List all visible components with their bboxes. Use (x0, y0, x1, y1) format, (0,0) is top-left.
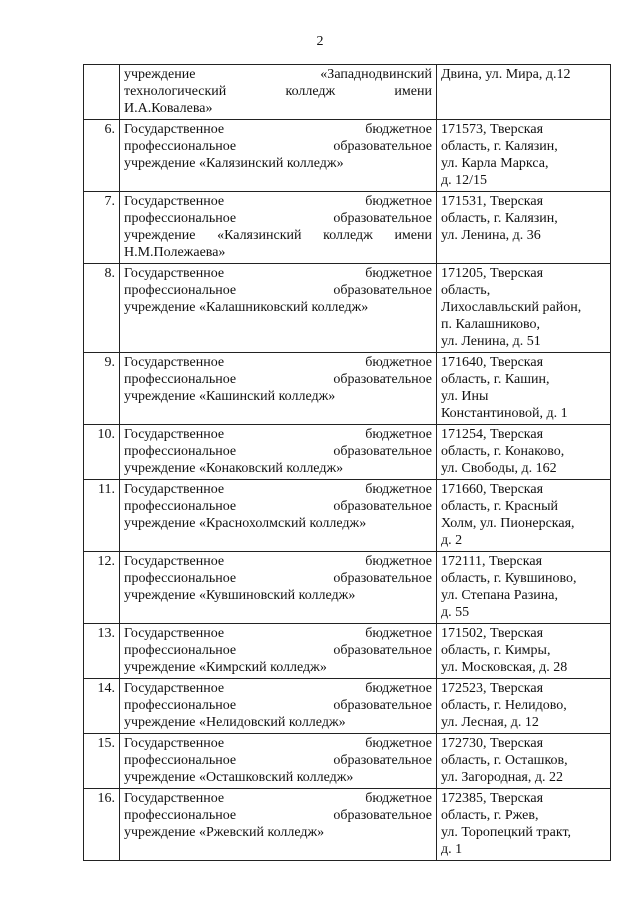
address-line: 171640, Тверская (441, 355, 544, 370)
institution-name-line: учреждение «Краснохолмский колледж» (124, 516, 367, 531)
row-number: 6. (84, 120, 120, 192)
table-row (84, 65, 611, 120)
table-row (84, 624, 611, 679)
address-line: д. 12/15 (441, 173, 488, 188)
institution-name-line: профессиональное образовательное (124, 499, 432, 514)
institution-name-line: И.А.Ковалева» (124, 101, 213, 116)
table-body (84, 65, 611, 861)
address-cell (437, 425, 611, 480)
table-row (84, 192, 611, 264)
institution-name-line: профессиональное образовательное (124, 571, 432, 586)
institution-name-cell (120, 353, 437, 425)
address-line: область, г. Ржев, (441, 808, 539, 823)
table-row (84, 120, 611, 192)
address-line: область, г. Калязин, (441, 139, 558, 154)
address-line: 171205, Тверская (441, 266, 544, 281)
institution-name-line: учреждение «Ржевский колледж» (124, 825, 325, 840)
address-cell (437, 789, 611, 861)
institution-name-line: Государственное бюджетное (124, 681, 432, 696)
table-row (84, 353, 611, 425)
institution-name-cell (120, 480, 437, 552)
address-line: 171573, Тверская (441, 122, 544, 137)
address-line: ул. Лесная, д. 12 (441, 715, 539, 730)
institution-name-line: учреждение «Кувшиновский колледж» (124, 588, 356, 603)
row-number: 16. (84, 789, 120, 861)
address-line: 171254, Тверская (441, 427, 544, 442)
institution-name-line: Государственное бюджетное (124, 482, 432, 497)
institution-name-line: учреждение «Калязинский колледж» (124, 156, 344, 171)
row-number: 8. (84, 264, 120, 353)
address-line: ул. Загородная, д. 22 (441, 770, 563, 785)
row-number: 7. (84, 192, 120, 264)
address-line: область, г. Осташков, (441, 753, 568, 768)
address-line: ул. Ленина, д. 51 (441, 334, 541, 349)
address-line: 172730, Тверская (441, 736, 544, 751)
institution-name-cell (120, 679, 437, 734)
institution-name-cell (120, 425, 437, 480)
institution-name-line: Государственное бюджетное (124, 427, 432, 442)
institution-name-line: Государственное бюджетное (124, 266, 432, 281)
address-line: ул. Торопецкий тракт, (441, 825, 572, 840)
address-line: область, г. Конаково, (441, 444, 565, 459)
table-row (84, 734, 611, 789)
institution-name-line: учреждение «Кимрский колледж» (124, 660, 327, 675)
address-cell (437, 552, 611, 624)
row-number: 12. (84, 552, 120, 624)
institution-name-line: учреждение «Нелидовский колледж» (124, 715, 346, 730)
institution-name-line: профессиональное образовательное (124, 139, 432, 154)
address-line: область, г. Кимры, (441, 643, 551, 658)
institution-name-line: Государственное бюджетное (124, 355, 432, 370)
address-cell (437, 120, 611, 192)
address-line: д. 55 (441, 605, 470, 620)
institution-name-line: профессиональное образовательное (124, 643, 432, 658)
institution-name-cell (120, 192, 437, 264)
institution-name-line: Государственное бюджетное (124, 791, 432, 806)
institution-name-line: учреждение «Конаковский колледж» (124, 461, 344, 476)
institution-name-line: Государственное бюджетное (124, 626, 432, 641)
address-line: Двина, ул. Мира, д.12 (441, 67, 571, 82)
institution-name-line: Н.М.Полежаева» (124, 245, 226, 260)
address-line: область, г. Красный (441, 499, 559, 514)
row-number: 15. (84, 734, 120, 789)
row-number: 10. (84, 425, 120, 480)
address-line: ул. Ленина, д. 36 (441, 228, 541, 243)
institution-name-line: профессиональное образовательное (124, 444, 432, 459)
institution-name-cell (120, 734, 437, 789)
row-number (84, 65, 120, 120)
institution-name-cell (120, 789, 437, 861)
address-line: д. 2 (441, 533, 463, 548)
address-cell (437, 734, 611, 789)
row-number: 9. (84, 353, 120, 425)
institution-name-line: Государственное бюджетное (124, 122, 432, 137)
row-number: 11. (84, 480, 120, 552)
address-line: 172385, Тверская (441, 791, 544, 806)
row-number: 13. (84, 624, 120, 679)
address-line: 171502, Тверская (441, 626, 544, 641)
address-cell (437, 679, 611, 734)
institution-name-line: учреждение «Западнодвинский (124, 67, 432, 82)
table-row (84, 679, 611, 734)
address-line: ул. Московская, д. 28 (441, 660, 568, 675)
address-cell (437, 65, 611, 120)
table-row (84, 552, 611, 624)
address-line: ул. Степана Разина, (441, 588, 558, 603)
institution-name-line: профессиональное образовательное (124, 808, 432, 823)
page-number: 2 (316, 34, 324, 49)
institution-name-cell (120, 624, 437, 679)
institution-name-line: профессиональное образовательное (124, 753, 432, 768)
institution-name-line: учреждение «Кашинский колледж» (124, 389, 336, 404)
address-cell (437, 480, 611, 552)
table-row (84, 264, 611, 353)
institution-name-line: профессиональное образовательное (124, 283, 432, 298)
address-line: 172111, Тверская (441, 554, 543, 569)
institution-name-line: профессиональное образовательное (124, 211, 432, 226)
address-line: п. Калашниково, (441, 317, 541, 332)
address-cell (437, 624, 611, 679)
address-line: область, (441, 283, 491, 298)
institution-name-cell (120, 264, 437, 353)
institution-name-line: Государственное бюджетное (124, 736, 432, 751)
address-line: область, г. Кашин, (441, 372, 550, 387)
address-cell (437, 264, 611, 353)
address-line: область, г. Кувшиново, (441, 571, 577, 586)
institution-name-cell (120, 65, 437, 120)
institution-name-line: учреждение «Осташковский колледж» (124, 770, 354, 785)
address-line: ул. Карла Маркса, (441, 156, 549, 171)
institution-name-cell (120, 120, 437, 192)
address-line: ул. Ины (441, 389, 489, 404)
table-row (84, 425, 611, 480)
address-line: 171660, Тверская (441, 482, 544, 497)
address-line: Холм, ул. Пионерская, (441, 516, 575, 531)
address-cell (437, 353, 611, 425)
address-line: Лихославльский район, (441, 300, 582, 315)
address-line: ул. Свободы, д. 162 (441, 461, 557, 476)
address-line: область, г. Нелидово, (441, 698, 567, 713)
row-number: 14. (84, 679, 120, 734)
table-row (84, 789, 611, 861)
institution-name-line: Государственное бюджетное (124, 554, 432, 569)
address-cell (437, 192, 611, 264)
address-line: 172523, Тверская (441, 681, 544, 696)
colleges-table (83, 64, 611, 861)
institution-name-line: учреждение «Калязинский колледж имени (124, 228, 432, 243)
institution-name-line: профессиональное образовательное (124, 698, 432, 713)
institution-name-line: Государственное бюджетное (124, 194, 432, 209)
institution-name-cell (120, 552, 437, 624)
institution-name-line: технологический колледж имени (124, 84, 432, 99)
address-line: область, г. Калязин, (441, 211, 558, 226)
institution-name-line: профессиональное образовательное (124, 372, 432, 387)
institution-name-line: учреждение «Калашниковский колледж» (124, 300, 369, 315)
address-line: д. 1 (441, 842, 463, 857)
address-line: 171531, Тверская (441, 194, 544, 209)
table-row (84, 480, 611, 552)
address-line: Константиновой, д. 1 (441, 406, 568, 421)
